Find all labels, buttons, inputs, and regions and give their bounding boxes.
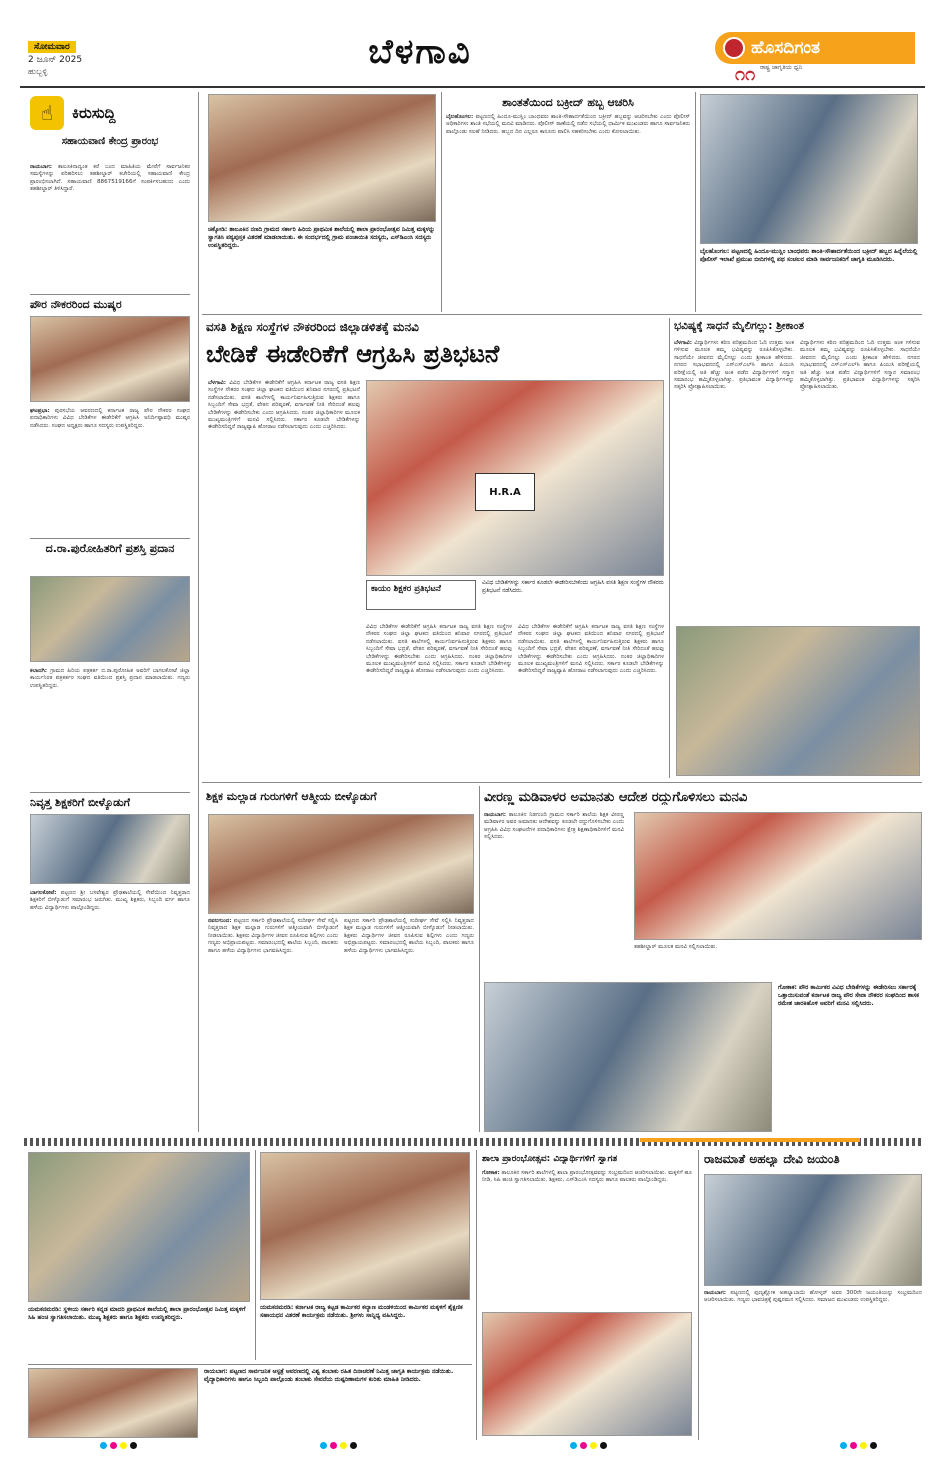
divider <box>30 792 190 793</box>
school-start-caption: ಯಮಕನಮರಡಿ: ಸ್ಥಳೀಯ ಸರ್ಕಾರಿ ಕನ್ನಡ ಮಾದರಿ ಪ್ರಾಥಮಿಕ ಶಾಲೆಯಲ್ಲಿ ಶಾಲಾ ಪ್ರಾರಂಭೋತ್ಸವ ನಿಮಿತ್ತ ಮಕ್ಕಳಿಗೆ ಸಿಹಿ ಹಂಚಿ ಸ್ವಾಗತಿಸಲಾಯಿತು. ಮುಖ್ಯ ಶಿಕ್ಷಕರು ಹಾಗೂ ಶಿಕ್ಷಕರು ಉಪಸ್ಥಿತರಿದ್ದರು. <box>28 1306 246 1321</box>
print-marks <box>320 1442 357 1449</box>
tobacco-photo <box>28 1368 198 1438</box>
protest-placard: H.R.A <box>475 473 535 511</box>
black-dot-icon <box>870 1442 877 1449</box>
brief-3-headline: ದ.ರಾ.ಪುರೋಹಿತರಿಗೆ ಪ್ರಶಸ್ತಿ ಪ್ರದಾನ <box>45 542 175 555</box>
divider <box>202 782 922 783</box>
achievement-text: ವಿದ್ಯಾರ್ಥಿಗಳು ಕಠಿಣ ಪರಿಶ್ರಮದಿಂದ ಓದಿ ಉತ್ತಮ ಅಂಕ ಗಳಿಸುವ ಮೂಲಕ ತಮ್ಮ ಭವಿಷ್ಯವನ್ನು ರೂಪಿಸಿಕೊಳ್ಳಬೇಕು. ಸಾಧನೆಯೇ ಜೀವನದ ಮೈಲಿಗಲ್ಲು ಎಂದು ಶ್ರೀಕಾಂತ ಹೇಳಿದರು. ನಗರದ ಸಭಾಭವನದಲ್ಲಿ ಎಸ್ಎಸ್ಎಲ್‌ಸಿ ಹಾಗೂ ಪಿಯುಸಿ ಪರೀಕ್ಷೆಯಲ್ಲಿ ಅತಿ ಹೆಚ್ಚು ಅಂಕ ಪಡೆದ ವಿದ್ಯಾರ್ಥಿಗಳಿಗೆ ಸನ್ಮಾನ ಸಮಾರಂಭ ಹಮ್ಮಿಕೊಳ್ಳಲಾಗಿತ್ತು. ಪ್ರತಿಭಾವಂತ ವಿದ್ಯಾರ್ಥಿಗಳನ್ನು ಸತ್ಕರಿಸಿ ಪ್ರೋತ್ಸಾಹಿಸಲಾಯಿತು. <box>674 340 794 391</box>
brief-1-headline: ಸಹಾಯವಾಣಿ ಕೇಂದ್ರ ಪ್ರಾರಂಭ <box>61 136 159 147</box>
lead-text-col3: ವಿವಿಧ ಬೇಡಿಕೆಗಳ ಈಡೇರಿಕೆಗೆ ಆಗ್ರಹಿಸಿ ಕರ್ನಾಟಕ ರಾಜ್ಯ ವಸತಿ ಶಿಕ್ಷಣ ಸಂಸ್ಥೆಗಳ ನೌಕರರ ಸಂಘದ ಜಿಲ್ಲಾ ಘಟಕದ ವತಿಯಿಂದ ಶನಿವಾರ ನಗರದಲ್ಲಿ ಪ್ರತಿಭಟನೆ ನಡೆಸಲಾಯಿತು. ವಸತಿ ಶಾಲೆಗಳಲ್ಲಿ ಕಾರ್ಯನಿರ್ವಹಿಸುತ್ತಿರುವ ಶಿಕ್ಷಕರು ಹಾಗೂ ಸಿಬ್ಬಂದಿಗೆ ಸೇವಾ ಭದ್ರತೆ, ವೇತನ ಪರಿಷ್ಕರಣೆ, ವರ್ಗಾವಣೆ ನೀತಿ ಸೇರಿದಂತೆ ಹಲವು ಬೇಡಿಕೆಗಳನ್ನು ಈಡೇರಿಸಬೇಕು ಎಂದು ಆಗ್ರಹಿಸಿದರು. ನಂತರ ಜಿಲ್ಲಾಧಿಕಾರಿಗಳ ಮೂಲಕ ಮುಖ್ಯಮಂತ್ರಿಗಳಿಗೆ ಮನವಿ ಸಲ್ಲಿಸಿದರು. ಸರ್ಕಾರ ಕೂಡಲೇ ಬೇಡಿಕೆಗಳನ್ನು ಈಡೇರಿಸದಿದ್ದರೆ ರಾಜ್ಯವ್ಯಾಪಿ ಹೋರಾಟ ನಡೆಸಲಾಗುವುದು ಎಂದು ಎಚ್ಚರಿಸಿದರು. <box>518 624 664 675</box>
memorandum-photo <box>484 982 772 1132</box>
brief-1-text: ತಾಲೂಕಿನಾದ್ಯಂತ ಕರೆ ಬಂದ ಮಾಹಿತಿಯ ಮೇರೆಗೆ ಸಾರ್ವಜನಿಕರ ಸಮಸ್ಯೆಗಳನ್ನು ಪರಿಹರಿಸಲು ತಹಶೀಲ್ದಾರ್ ಕಚೇರಿಯಲ್ಲಿ ಸಹಾಯವಾಣಿ ಕೇಂದ್ರ ಪ್ರಾರಂಭಿಸಲಾಗಿದೆ. ಸಹಾಯವಾಣಿ 8867519166ಗೆ ಸಂಪರ್ಕಿಸಬಹುದು ಎಂದು ತಹಶೀಲ್ದಾರ್ ತಿಳಿಸಿದ್ದಾರೆ. <box>30 164 190 193</box>
header-dateline <box>28 34 148 77</box>
column-divider <box>479 786 480 1132</box>
brief-2-dateline: ಘಟಪ್ರಭಾ: <box>30 408 50 414</box>
magenta-dot-icon <box>850 1442 857 1449</box>
yellow-dot-icon <box>590 1442 597 1449</box>
logo-emblem-icon <box>723 37 745 59</box>
cyan-dot-icon <box>100 1442 107 1449</box>
day-badge: ಸೋಮವಾರ <box>28 41 76 53</box>
lead-photo-caption: ವಿವಿಧ ಬೇಡಿಕೆಗಳನ್ನು ಸರ್ಕಾರ ಕೂಡಲೇ ಈಡೇರಿಸಬೇಕೆಂದು ಆಗ್ರಹಿಸಿ ವಸತಿ ಶಿಕ್ಷಣ ಸಂಸ್ಥೆಗಳ ನೌಕರರು ಪ್ರತಿಭಟನೆ ನಡೆಸಿದರು. <box>482 580 664 594</box>
lead-body-col2 <box>366 624 512 776</box>
brief-4-dateline: ಬಾಗಲಕೋಟೆ: <box>30 890 57 896</box>
brief-1-body <box>30 164 190 292</box>
bakrid-body <box>446 114 690 312</box>
print-marks <box>570 1442 607 1449</box>
yellow-dot-icon <box>860 1442 867 1449</box>
section-band-accent <box>640 1138 860 1142</box>
tobacco-caption: ರಾಯಬಾಗ: ಪಟ್ಟಣದ ಸಾರ್ವಜನಿಕ ಆಸ್ಪತ್ರೆ ಆವರಣದಲ್ಲಿ ವಿಶ್ವ ತಂಬಾಕು ರಹಿತ ದಿನಾಚರಣೆ ನಿಮಿತ್ತ ಜಾಗೃತಿ ಕಾರ್ಯಕ್ರಮ ನಡೆಯಿತು. ವೈದ್ಯಾಧಿಕಾರಿಗಳು ಹಾಗೂ ಸಿಬ್ಬಂದಿ ಪಾಲ್ಗೊಂಡು ತಂಬಾಕು ಸೇವನೆಯ ದುಷ್ಪರಿಣಾಮಗಳ ಕುರಿತು ಮಾಹಿತಿ ನೀಡಿದರು. <box>204 1368 454 1383</box>
brief-4-body <box>30 890 190 1130</box>
page-number: ೧೧ <box>735 64 756 85</box>
issue-date: 2 ಜೂನ್ 2025 <box>28 55 83 65</box>
bakrid-headline: ಶಾಂತತೆಯಿಂದ ಬಕ್ರೀದ್ ಹಬ್ಬ ಆಚರಿಸಿ <box>502 96 634 109</box>
suspension-photo <box>634 812 922 940</box>
lead-kicker: ವಸತಿ ಶಿಕ್ಷಣ ಸಂಸ್ಥೆಗಳ ನೌಕರರಿಂದ ಜಿಲ್ಲಾಡಳಿತಕ್ಕೆ ಮನವಿ <box>206 320 419 334</box>
pointing-hand-icon: ☝ <box>30 96 64 130</box>
suspension-body <box>484 812 624 972</box>
suspension-text: ತಾಲೂಕಿನ ನಿಡಗುಂದಿ ಗ್ರಾಮದ ಸರ್ಕಾರಿ ಶಾಲೆಯ ಶಿಕ್ಷಕ ವೀರಣ್ಣ ಮಡಿವಾಳರ ಅವರ ಅಮಾನತು ಆದೇಶವನ್ನು ಕೂಡಲೇ ರದ್ದುಗೊಳಿಸಬೇಕು ಎಂದು ಆಗ್ರಹಿಸಿ ವಿವಿಧ ಸಂಘಟನೆಗಳ ಪದಾಧಿಕಾರಿಗಳು ಕ್ಷೇತ್ರ ಶಿಕ್ಷಣಾಧಿಕಾರಿಗಳಿಗೆ ಮನವಿ ಸಲ್ಲಿಸಿದರು. <box>484 812 624 841</box>
retirement-text: ಪಟ್ಟಣದ ಸರ್ಕಾರಿ ಪ್ರೌಢಶಾಲೆಯಲ್ಲಿ ಸುದೀರ್ಘ ಸೇವೆ ಸಲ್ಲಿಸಿ ನಿವೃತ್ತರಾದ ಶಿಕ್ಷಕ ಮಲ್ಲಾಡ ಗುರುಗಳಿಗೆ ಆತ್ಮೀಯವಾಗಿ ಬೀಳ್ಕೊಡುಗೆ ನೀಡಲಾಯಿತು. ಶಿಕ್ಷಕರು ವಿದ್ಯಾರ್ಥಿಗಳ ಜೀವನ ರೂಪಿಸುವ ಶಿಲ್ಪಿಗಳು ಎಂದು ಗಣ್ಯರು ಅಭಿಪ್ರಾಯಪಟ್ಟರು. ಸಮಾರಂಭದಲ್ಲಿ ಶಾಲೆಯ ಸಿಬ್ಬಂದಿ, ಪಾಲಕರು ಹಾಗೂ ಹಳೆಯ ವಿದ್ಯಾರ್ಥಿಗಳು ಭಾಗವಹಿಸಿದ್ದರು. <box>208 918 338 954</box>
suspension-photo-caption: ತಹಶೀಲ್ದಾರ್ ಮೂಲಕ ಮನವಿ ಸಲ್ಲಿಸಲಾಯಿತು. <box>634 944 718 950</box>
ahilya-photo <box>704 1174 922 1286</box>
brief-2-body <box>30 408 190 536</box>
brief-4-headline: ನಿವೃತ್ತ ಶಿಕ್ಷಕರಿಗೆ ಬೀಳ್ಕೊಡುಗೆ <box>30 796 130 809</box>
achievement-body <box>674 340 794 622</box>
school-welcome-dateline: ಗೋಕಾಕ: <box>482 1170 500 1176</box>
yellow-dot-icon <box>340 1442 347 1449</box>
retirement-body-col2 <box>344 918 474 1132</box>
ahilya-headline: ರಾಜಮಾತೆ ಅಹಲ್ಯಾ ದೇವಿ ಜಯಂತಿ <box>704 1152 840 1166</box>
cyan-dot-icon <box>840 1442 847 1449</box>
brief-3-text: ಗ್ರಾಮದ ಹಿರಿಯ ಪತ್ರಕರ್ತ ದ.ರಾ.ಪುರೋಹಿತ ಅವರಿಗೆ ಬಾಗಲಕೋಟೆ ಜಿಲ್ಲಾ ಕಾರ್ಯನಿರತ ಪತ್ರಕರ್ತರ ಸಂಘದ ವತಿಯಿಂದ ಪ್ರಶಸ್ತಿ ಪ್ರದಾನ ಮಾಡಲಾಯಿತು. ಗಣ್ಯರು ಉಪಸ್ಥಿತರಿದ್ದರು. <box>30 668 190 689</box>
masthead-logo <box>715 32 915 64</box>
divider <box>28 1364 472 1365</box>
kiru-suddi-title: ಕಿರುಸುದ್ದಿ <box>72 104 116 122</box>
header-rule <box>20 86 925 88</box>
felicitation-photo <box>676 626 920 776</box>
school-start-photo <box>28 1152 250 1302</box>
school-welcome-headline: ಶಾಲಾ ಪ್ರಾರಂಭೋತ್ಸವ: ವಿದ್ಯಾರ್ಥಿಗಳಿಗೆ ಸ್ವಾಗತ <box>482 1154 618 1164</box>
retirement-dateline: ನವಲಗುಂದ: <box>208 918 232 924</box>
retirement-headline: ಶಿಕ್ಷಕ ಮಲ್ಲಾಡ ಗುರುಗಳಿಗೆ ಆತ್ಮೀಯ ಬೀಳ್ಕೊಡುಗೆ <box>206 790 377 803</box>
print-marks <box>840 1442 877 1449</box>
yellow-dot-icon <box>120 1442 127 1449</box>
magenta-dot-icon <box>330 1442 337 1449</box>
memorandum-caption: ಗೋಕಾಕ: ಪೌರ ಕಾರ್ಮಿಕರ ವಿವಿಧ ಬೇಡಿಕೆಗಳನ್ನು ಈಡೇರಿಸಲು ಸರ್ಕಾರಕ್ಕೆ ಒತ್ತಾಯಿಸುವಂತೆ ಕರ್ನಾಟಕ ರಾಜ್ಯ ಪೌರ ಸೇವಾ ನೌಕರರ ಸಂಘದಿಂದ ಶಾಸಕ ರಮೇಶ ಜಾರಕಿಹೊಳಿ ಅವರಿಗೆ ಮನವಿ ಸಲ್ಲಿಸಿದರು. <box>778 984 920 1007</box>
ahilya-dateline: ರಾಯಬಾಗ: <box>704 1290 726 1296</box>
brief-4-text: ಪಟ್ಟಣದ ಶ್ರೀ ಬಸವೇಶ್ವರ ಪ್ರೌಢಶಾಲೆಯಲ್ಲಿ ಸೇವೆಯಿಂದ ನಿವೃತ್ತರಾದ ಶಿಕ್ಷಕರಿಗೆ ಬೀಳ್ಕೊಡುಗೆ ಸಮಾರಂಭ ಜರುಗಿತು. ಮುಖ್ಯ ಶಿಕ್ಷಕರು, ಸಿಬ್ಬಂದಿ ವರ್ಗ ಹಾಗೂ ಹಳೆಯ ವಿದ್ಯಾರ್ಥಿಗಳು ಪಾಲ್ಗೊಂಡಿದ್ದರು. <box>30 890 190 911</box>
section-title: ಬೆಳಗಾವಿ <box>368 32 472 72</box>
brief-2-headline: ಪೌರ ನೌಕರರಿಂದ ಮುಷ್ಕರ <box>30 298 122 311</box>
lead-body-col3 <box>518 624 664 776</box>
cyan-dot-icon <box>570 1442 577 1449</box>
kiru-suddi-label <box>30 96 190 130</box>
bakrid-dateline: ಬೈಲಹೊಂಗಲ: <box>446 114 474 120</box>
edition-city: ಹುಬ್ಬಳ್ಳಿ <box>28 67 48 76</box>
brand-tagline: ರಾಷ್ಟ್ರ ಜಾಗೃತಿಯ ಧ್ವನಿ <box>760 64 803 71</box>
divider <box>202 314 922 315</box>
brief-4-photo <box>30 814 190 884</box>
lead-dateline: ಬೆಳಗಾವಿ: <box>208 380 226 386</box>
story-school-caption: ಚಿಕ್ಕೋಡಿ: ತಾಲೂಕಿನ ನಣದಿ ಗ್ರಾಮದ ಸರ್ಕಾರಿ ಹಿರಿಯ ಪ್ರಾಥಮಿಕ ಶಾಲೆಯಲ್ಲಿ ಶಾಲಾ ಪ್ರಾರಂಭೋತ್ಸವ ನಿಮಿತ್ತ ಮಕ್ಕಳನ್ನು ಸ್ವಾಗತಿಸಿ ಪಠ್ಯಪುಸ್ತಕ ವಿತರಣೆ ಮಾಡಲಾಯಿತು. ಈ ಸಂದರ್ಭದಲ್ಲಿ ಗ್ರಾಮ ಪಂಚಾಯಿತಿ ಸದಸ್ಯರು, ಎಸ್‌ಡಿಎಂಸಿ ಸದಸ್ಯರು ಉಪಸ್ಥಿತರಿದ್ದರು. <box>208 226 435 249</box>
achievement-headline: ಭವಿಷ್ಯಕ್ಕೆ ಸಾಧನೆ ಮೈಲಿಗಲ್ಲು: ಶ್ರೀಕಾಂತ <box>674 320 804 332</box>
retirement-photo <box>208 814 474 914</box>
achievement-dateline: ಬೆಳಗಾವಿ: <box>674 340 692 346</box>
magenta-dot-icon <box>580 1442 587 1449</box>
black-dot-icon <box>130 1442 137 1449</box>
school-welcome-text: ತಾಲೂಕಿನ ಸರ್ಕಾರಿ ಶಾಲೆಗಳಲ್ಲಿ ಶಾಲಾ ಪ್ರಾರಂಭೋತ್ಸವವನ್ನು ಸಂಭ್ರಮದಿಂದ ಆಚರಿಸಲಾಯಿತು. ಮಕ್ಕಳಿಗೆ ಹೂ ನೀಡಿ, ಸಿಹಿ ಹಂಚಿ ಸ್ವಾಗತಿಸಲಾಯಿತು. ಶಿಕ್ಷಕರು, ಎಸ್‌ಡಿಎಂಸಿ ಸದಸ್ಯರು ಹಾಗೂ ಪಾಲಕರು ಪಾಲ್ಗೊಂಡಿದ್ದರು. <box>482 1170 692 1184</box>
school-welcome-photo <box>482 1312 692 1436</box>
print-marks <box>100 1442 137 1449</box>
lead-text: ವಿವಿಧ ಬೇಡಿಕೆಗಳ ಈಡೇರಿಕೆಗೆ ಆಗ್ರಹಿಸಿ ಕರ್ನಾಟಕ ರಾಜ್ಯ ವಸತಿ ಶಿಕ್ಷಣ ಸಂಸ್ಥೆಗಳ ನೌಕರರ ಸಂಘದ ಜಿಲ್ಲಾ ಘಟಕದ ವತಿಯಿಂದ ಶನಿವಾರ ನಗರದಲ್ಲಿ ಪ್ರತಿಭಟನೆ ನಡೆಸಲಾಯಿತು. ವಸತಿ ಶಾಲೆಗಳಲ್ಲಿ ಕಾರ್ಯನಿರ್ವಹಿಸುತ್ತಿರುವ ಶಿಕ್ಷಕರು ಹಾಗೂ ಸಿಬ್ಬಂದಿಗೆ ಸೇವಾ ಭದ್ರತೆ, ವೇತನ ಪರಿಷ್ಕರಣೆ, ವರ್ಗಾವಣೆ ನೀತಿ ಸೇರಿದಂತೆ ಹಲವು ಬೇಡಿಕೆಗಳನ್ನು ಈಡೇರಿಸಬೇಕು ಎಂದು ಆಗ್ರಹಿಸಿದರು. ನಂತರ ಜಿಲ್ಲಾಧಿಕಾರಿಗಳ ಮೂಲಕ ಮುಖ್ಯಮಂತ್ರಿಗಳಿಗೆ ಮನವಿ ಸಲ್ಲಿಸಿದರು. ಸರ್ಕಾರ ಕೂಡಲೇ ಬೇಡಿಕೆಗಳನ್ನು ಈಡೇರಿಸದಿದ್ದರೆ ರಾಜ್ಯವ್ಯಾಪಿ ಹೋರಾಟ ನಡೆಸಲಾಗುವುದು ಎಂದು ಎಚ್ಚರಿಸಿದರು. <box>208 380 360 431</box>
lead-protest-photo <box>366 380 664 576</box>
lead-headline: ಬೇಡಿಕೆ ಈಡೇರಿಕೆಗೆ ಆಗ್ರಹಿಸಿ ಪ್ರತಿಭಟನೆ <box>206 340 500 368</box>
police-march-photo <box>700 94 918 244</box>
achievement-text-col2: ವಿದ್ಯಾರ್ಥಿಗಳು ಕಠಿಣ ಪರಿಶ್ರಮದಿಂದ ಓದಿ ಉತ್ತಮ ಅಂಕ ಗಳಿಸುವ ಮೂಲಕ ತಮ್ಮ ಭವಿಷ್ಯವನ್ನು ರೂಪಿಸಿಕೊಳ್ಳಬೇಕು. ಸಾಧನೆಯೇ ಜೀವನದ ಮೈಲಿಗಲ್ಲು ಎಂದು ಶ್ರೀಕಾಂತ ಹೇಳಿದರು. ನಗರದ ಸಭಾಭವನದಲ್ಲಿ ಎಸ್ಎಸ್ಎಲ್‌ಸಿ ಹಾಗೂ ಪಿಯುಸಿ ಪರೀಕ್ಷೆಯಲ್ಲಿ ಅತಿ ಹೆಚ್ಚು ಅಂಕ ಪಡೆದ ವಿದ್ಯಾರ್ಥಿಗಳಿಗೆ ಸನ್ಮಾನ ಸಮಾರಂಭ ಹಮ್ಮಿಕೊಳ್ಳಲಾಗಿತ್ತು. ಪ್ರತಿಭಾವಂತ ವಿದ್ಯಾರ್ಥಿಗಳನ್ನು ಸತ್ಕರಿಸಿ ಪ್ರೋತ್ಸಾಹಿಸಲಾಯಿತು. <box>800 340 920 391</box>
retirement-body <box>208 918 338 1132</box>
achievement-body-col2 <box>800 340 920 622</box>
cyan-dot-icon <box>320 1442 327 1449</box>
suspension-headline: ವೀರಣ್ಣ ಮಡಿವಾಳರ ಅಮಾನತು ಆದೇಶ ರದ್ದುಗೊಳಿಸಲು ಮನವಿ <box>484 790 748 805</box>
ahilya-text: ಪಟ್ಟಣದಲ್ಲಿ ಪುಣ್ಯಶ್ಲೋಕ ಅಹಲ್ಯಾಬಾಯಿ ಹೋಳ್ಕರ್ ಅವರ 300ನೇ ಜಯಂತಿಯನ್ನು ಸಂಭ್ರಮದಿಂದ ಆಚರಿಸಲಾಯಿತು. ಗಣ್ಯರು ಭಾವಚಿತ್ರಕ್ಕೆ ಪುಷ್ಪನಮನ ಸಲ್ಲಿಸಿದರು. ಸಮಾಜದ ಮುಖಂಡರು ಉಪಸ್ಥಿತರಿದ್ದರು. <box>704 1290 922 1304</box>
ahilya-body <box>704 1290 922 1436</box>
welfare-photo <box>260 1152 470 1300</box>
brief-2-photo <box>30 316 190 402</box>
welfare-caption: ಯಮಕನಮರಡಿ: ಕರ್ನಾಟಕ ರಾಜ್ಯ ಕಟ್ಟಡ ಕಾರ್ಮಿಕರ ಕಲ್ಯಾಣ ಮಂಡಳಿಯಿಂದ ಕಾರ್ಮಿಕರ ಮಕ್ಕಳಿಗೆ ಶೈಕ್ಷಣಿಕ ಸಹಾಯಧನ ವಿತರಣೆ ಕಾರ್ಯಕ್ರಮ ನಡೆಯಿತು. ಶ್ರೀಗಳು ಸಾನ್ನಿಧ್ಯ ವಹಿಸಿದ್ದರು. <box>260 1304 463 1319</box>
black-dot-icon <box>350 1442 357 1449</box>
brief-3-photo <box>30 576 190 662</box>
story-school-photo <box>208 94 436 222</box>
column-divider <box>198 92 199 1132</box>
brief-3-body <box>30 668 190 788</box>
column-divider <box>698 1150 699 1440</box>
bakrid-text: ಪಟ್ಟಣದಲ್ಲಿ ಹಿಂದೂ-ಮುಸ್ಲಿಂ ಬಾಂಧವರು ಶಾಂತಿ-ಸೌಹಾರ್ದತೆಯಿಂದ ಬಕ್ರೀದ್ ಹಬ್ಬವನ್ನು ಆಚರಿಸಬೇಕು ಎಂದು ಪೊಲೀಸ್ ಅಧಿಕಾರಿಗಳು ಶಾಂತಿ ಸಭೆಯಲ್ಲಿ ಮನವಿ ಮಾಡಿದರು. ಪೊಲೀಸ್ ಠಾಣೆಯಲ್ಲಿ ನಡೆದ ಸಭೆಯಲ್ಲಿ ಧಾರ್ಮಿಕ ಮುಖಂಡರು ಹಾಗೂ ಸಾರ್ವಜನಿಕರು ಪಾಲ್ಗೊಂಡು ಸಲಹೆ ನೀಡಿದರು. ಹಬ್ಬದ ದಿನ ಎಲ್ಲರೂ ಕಾನೂನು ಪಾಲಿಸಿ ಸಹಕರಿಸಬೇಕು ಎಂದು ಕೋರಲಾಯಿತು. <box>446 114 690 135</box>
brand-name: ಹೊಸದಿಗಂತ <box>751 38 821 58</box>
black-dot-icon <box>600 1442 607 1449</box>
retirement-text-col2: ಪಟ್ಟಣದ ಸರ್ಕಾರಿ ಪ್ರೌಢಶಾಲೆಯಲ್ಲಿ ಸುದೀರ್ಘ ಸೇವೆ ಸಲ್ಲಿಸಿ ನಿವೃತ್ತರಾದ ಶಿಕ್ಷಕ ಮಲ್ಲಾಡ ಗುರುಗಳಿಗೆ ಆತ್ಮೀಯವಾಗಿ ಬೀಳ್ಕೊಡುಗೆ ನೀಡಲಾಯಿತು. ಶಿಕ್ಷಕರು ವಿದ್ಯಾರ್ಥಿಗಳ ಜೀವನ ರೂಪಿಸುವ ಶಿಲ್ಪಿಗಳು ಎಂದು ಗಣ್ಯರು ಅಭಿಪ್ರಾಯಪಟ್ಟರು. ಸಮಾರಂಭದಲ್ಲಿ ಶಾಲೆಯ ಸಿಬ್ಬಂದಿ, ಪಾಲಕರು ಹಾಗೂ ಹಳೆಯ ವಿದ್ಯಾರ್ಥಿಗಳು ಭಾಗವಹಿಸಿದ್ದರು. <box>344 918 474 954</box>
divider <box>30 538 190 539</box>
lead-body <box>208 380 360 776</box>
police-march-caption: ಬೈಲಹೊಂಗಲ: ಪಟ್ಟಣದಲ್ಲಿ ಹಿಂದೂ-ಮುಸ್ಲಿಂ ಬಾಂಧವರು ಶಾಂತಿ-ಸೌಹಾರ್ದತೆಯಿಂದ ಬಕ್ರೀದ್ ಹಬ್ಬದ ಹಿನ್ನೆಲೆಯಲ್ಲಿ ಪೊಲೀಸ್ ಇಲಾಖೆ ಪ್ರಮುಖ ಬೀದಿಗಳಲ್ಲಿ ಪಥ ಸಂಚಲನ ಮಾಡಿ ಸಾರ್ವಜನಿಕರಿಗೆ ಜಾಗೃತಿ ಮೂಡಿಸಿದರು. <box>700 248 918 263</box>
sub-headline-box <box>366 580 476 610</box>
brief-1-dateline: ರಾಯಬಾಗ: <box>30 164 52 170</box>
lead-text-col2: ವಿವಿಧ ಬೇಡಿಕೆಗಳ ಈಡೇರಿಕೆಗೆ ಆಗ್ರಹಿಸಿ ಕರ್ನಾಟಕ ರಾಜ್ಯ ವಸತಿ ಶಿಕ್ಷಣ ಸಂಸ್ಥೆಗಳ ನೌಕರರ ಸಂಘದ ಜಿಲ್ಲಾ ಘಟಕದ ವತಿಯಿಂದ ಶನಿವಾರ ನಗರದಲ್ಲಿ ಪ್ರತಿಭಟನೆ ನಡೆಸಲಾಯಿತು. ವಸತಿ ಶಾಲೆಗಳಲ್ಲಿ ಕಾರ್ಯನಿರ್ವಹಿಸುತ್ತಿರುವ ಶಿಕ್ಷಕರು ಹಾಗೂ ಸಿಬ್ಬಂದಿಗೆ ಸೇವಾ ಭದ್ರತೆ, ವೇತನ ಪರಿಷ್ಕರಣೆ, ವರ್ಗಾವಣೆ ನೀತಿ ಸೇರಿದಂತೆ ಹಲವು ಬೇಡಿಕೆಗಳನ್ನು ಈಡೇರಿಸಬೇಕು ಎಂದು ಆಗ್ರಹಿಸಿದರು. ನಂತರ ಜಿಲ್ಲಾಧಿಕಾರಿಗಳ ಮೂಲಕ ಮುಖ್ಯಮಂತ್ರಿಗಳಿಗೆ ಮನವಿ ಸಲ್ಲಿಸಿದರು. ಸರ್ಕಾರ ಕೂಡಲೇ ಬೇಡಿಕೆಗಳನ್ನು ಈಡೇರಿಸದಿದ್ದರೆ ರಾಜ್ಯವ್ಯಾಪಿ ಹೋರಾಟ ನಡೆಸಲಾಗುವುದು ಎಂದು ಎಚ್ಚರಿಸಿದರು. <box>366 624 512 675</box>
brief-3-dateline: ಕಲಾದಗಿ: <box>30 668 48 674</box>
school-welcome-body <box>482 1170 692 1308</box>
column-divider <box>255 1150 256 1360</box>
sub-headline: ಕಾಯಂ ಶಿಕ್ಷಕರ ಪ್ರತಿಭಟನೆ <box>371 584 441 594</box>
magenta-dot-icon <box>110 1442 117 1449</box>
column-divider <box>476 1150 477 1440</box>
suspension-dateline: ರಾಯಬಾಗ: <box>484 812 506 818</box>
column-divider <box>669 318 670 778</box>
column-divider <box>441 92 442 312</box>
column-divider <box>695 92 696 312</box>
brief-2-text: ಪುರಸಭೆಯ ಆವರಣದಲ್ಲಿ ಕರ್ನಾಟಕ ರಾಜ್ಯ ಪೌರ ನೌಕರರ ಸಂಘದ ಪದಾಧಿಕಾರಿಗಳು ವಿವಿಧ ಬೇಡಿಕೆಗಳ ಈಡೇರಿಕೆಗೆ ಆಗ್ರಹಿಸಿ ಅನಿರ್ದಿಷ್ಟಾವಧಿ ಮುಷ್ಕರ ನಡೆಸಿದರು. ಸಂಘದ ಅಧ್ಯಕ್ಷರು ಹಾಗೂ ಸದಸ್ಯರು ಉಪಸ್ಥಿತರಿದ್ದರು. <box>30 408 190 429</box>
divider <box>30 294 190 295</box>
